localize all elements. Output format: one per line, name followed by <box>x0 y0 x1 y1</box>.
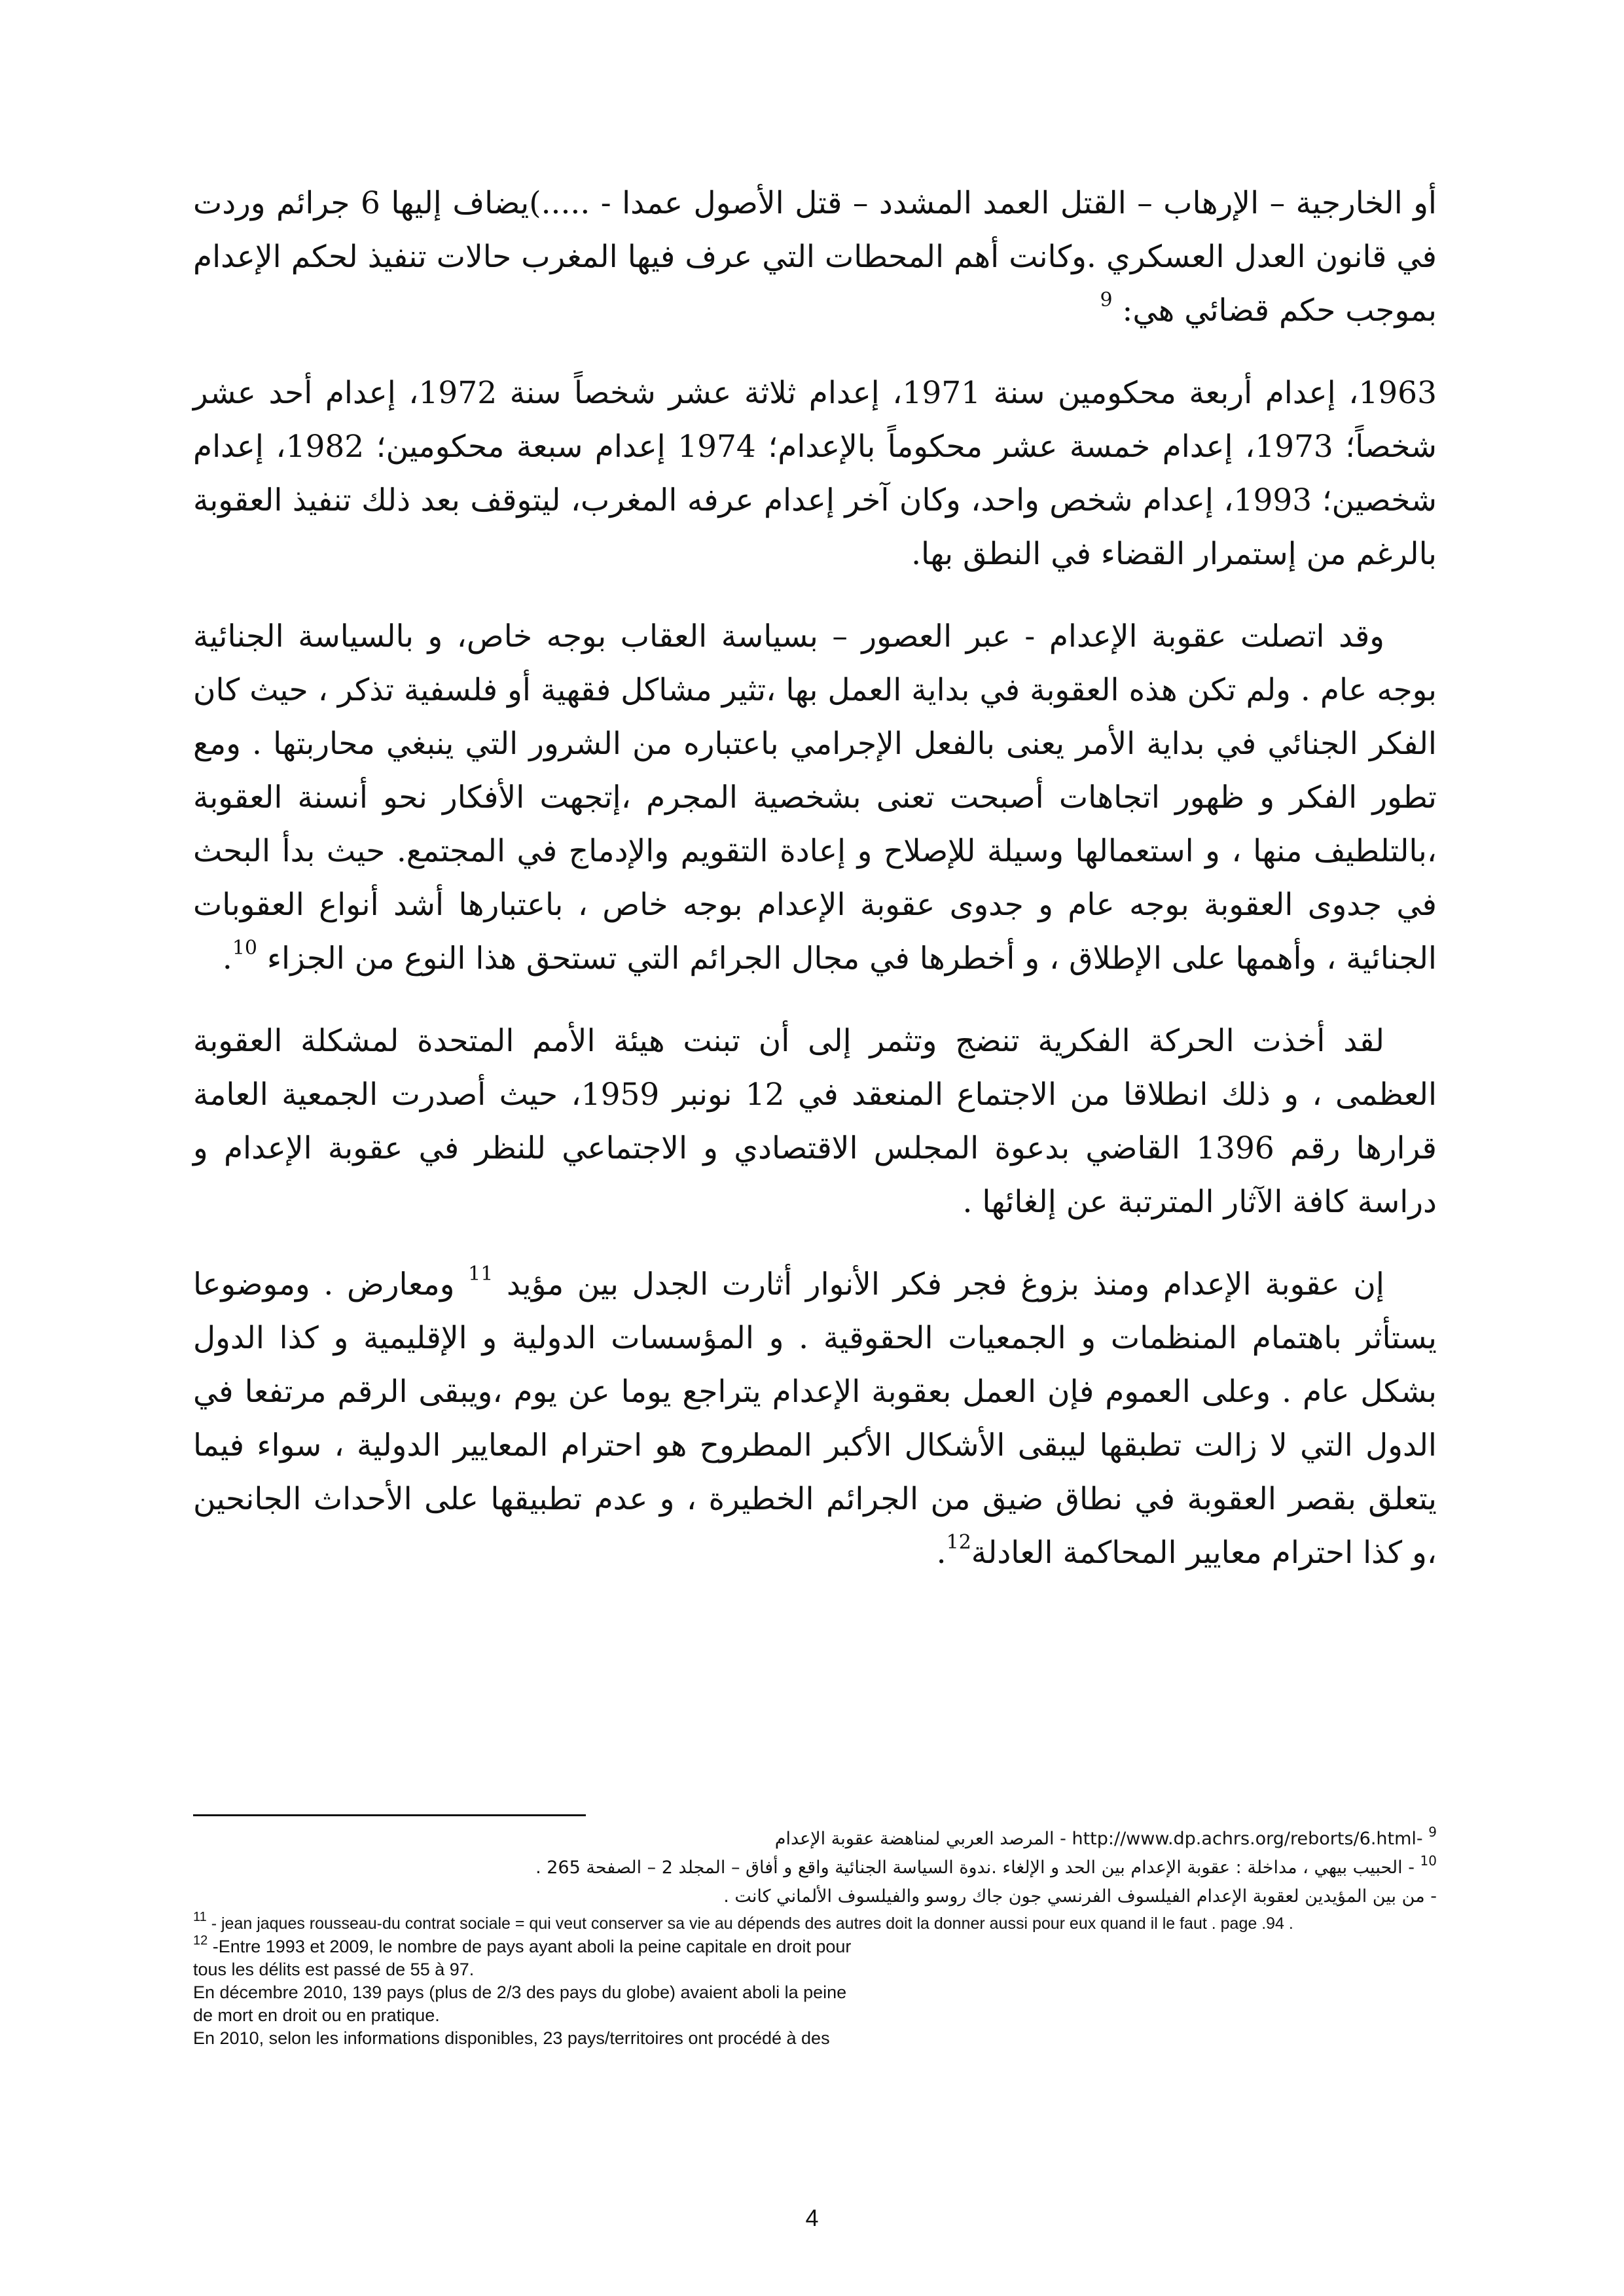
footnote-10 <box>193 1855 1437 1881</box>
footnote-12-line-3: En décembre 2010, 139 pays (plus de 2/3 des pays du globe) avaient aboli la peine <box>193 1982 847 2002</box>
footnote-12 <box>193 1935 1437 1958</box>
footnote-10-text: - الحبيب بيهي ، مداخلة : عقوبة الإعدام بين الحد و الإلغاء .ندوة السياسة الجنائية واقع و أفاق – المجلد 2 – الصفحة 265 . <box>535 1857 1415 1878</box>
body-text <box>193 177 1437 1609</box>
footnote-12-number: 12 <box>193 1933 208 1948</box>
footnote-11-text: - jean jaques rousseau-du contrat sociale = qui veut conserver sa vie au dépends des autres doit la donner aussi pour eux quand il le faut . page .94 . <box>206 1914 1293 1933</box>
paragraph-2 <box>193 367 1437 581</box>
paragraph-3-text: وقد اتصلت عقوبة الإعدام - عبر العصور – بسياسة العقاب بوجه خاص، و بالسياسة الجنائية بوجه عام . ولم تكن هذه العقوبة في بداية العمل بها ،تثير مشاكل فقهية أو فلسفية تذكر ، حيث كان الفكر الجنائي في بداية الأمر يعنى بالفعل الإجرامي باعتباره من الشرور التي ينبغي محاربتها . ومع تطور الفكر و ظهور اتجاهات أصبحت تعنى بشخصية المجرم ،إتجهت الأفكار نحو أنسنة العقوبة ،بالتلطيف منها ، و استعمالها وسيلة للإصلاح و إعادة التقويم والإدماج في المجتمع. حيث بدأ البحث في جدوى العقوبة بوجه عام و جدوى عقوبة الإعدام بوجه خاص ، باعتبارها أشد أنواع العقوبات الجنائية ، وأهمها على الإطلاق ، و أخطرها في مجال الجرائم التي تستحق هذا النوع من الجزاء <box>193 619 1437 977</box>
footnote-9-text: -http://www.dp.achrs.org/reborts/6.html - المرصد العربي لمناهضة عقوبة الإعدام <box>774 1829 1423 1849</box>
footnote-9 <box>193 1826 1437 1852</box>
footnote-11 <box>193 1912 1437 1935</box>
paragraph-5-text: إن عقوبة الإعدام ومنذ بزوغ فجر فكر الأنوار أثارت الجدل بين مؤيد <box>493 1266 1384 1302</box>
footnote-12-line-2: tous les délits est passé de 55 à 97. <box>193 1960 475 1979</box>
footnote-separator <box>193 1814 586 1816</box>
footnote-12-line-1: -Entre 1993 et 2009, le nombre de pays ayant aboli la peine capitale en droit pour <box>208 1937 852 1956</box>
footnote-ref-12[interactable]: 12 <box>946 1531 971 1554</box>
paragraph-1 <box>193 177 1437 338</box>
footnote-10-number: 10 <box>1420 1853 1437 1869</box>
paragraph-5 <box>193 1258 1437 1580</box>
footnote-9-number: 9 <box>1428 1824 1437 1840</box>
footnote-ref-11[interactable]: 11 <box>468 1263 494 1285</box>
paragraph-1-text: أو الخارجية – الإرهاب – القتل العمد المشدد – قتل الأصول عمدا - .....)يضاف إليها 6 جرائم وردت في قانون العدل العسكري .وكانت أهم المحطات التي عرف فيها المغرب حالات تنفيذ لحكم الإعدام بموجب حكم قضائي هي: <box>193 185 1437 329</box>
paragraph-5-text-2: ومعارض . وموضوعا يستأثر باهتمام المنظمات و الجمعيات الحقوقية . و المؤسسات الدولية و الإقليمية و كذا الدول بشكل عام . وعلى العموم فإن العمل بعقوبة الإعدام يتراجع يوما عن يوم ،ويبقى الرقم مرتفعا في الدول التي لا زالت تطبقها ليبقى الأشكال الأكبر المطروح هو احترام المعايير الدولية ، سواء فيما يتعلق بقصر العقوبة في نطاق ضيق من الجرائم الخطيرة ، و عدم تطبيقها على الأحداث الجانحين ،و كذا احترام معايير المحاكمة العادلة <box>193 1266 1437 1571</box>
footnote-10-continued-text: - من بين المؤيدين لعقوبة الإعدام الفيلسوف الفرنسي جون جاك روسو والفيلسوف الألماني كانت . <box>723 1886 1437 1907</box>
footnote-12-line-4: de mort en droit ou en pratique. <box>193 2005 440 2025</box>
paragraph-3 <box>193 610 1437 986</box>
footnotes <box>193 1826 1437 2050</box>
paragraph-4-text: لقد أخذت الحركة الفكرية تنضج وتثمر إلى أن تبنت هيئة الأمم المتحدة لمشكلة العقوبة العظمى ، و ذلك انطلاقا من الاجتماع المنعقد في 12 نونبر 1959، حيث أصدرت الجمعية العامة قرارها رقم 1396 القاضي بدعوة المجلس الاقتصادي و الاجتماعي للنظر في عقوبة الإعدام و دراسة كافة الآثار المترتبة عن إلغائها . <box>193 1023 1437 1220</box>
page-number: 4 <box>805 2204 819 2231</box>
paragraph-2-text: 1963، إعدام أربعة محكومين سنة 1971، إعدام ثلاثة عشر شخصاً سنة 1972، إعدام أحد عشر شخصاً؛ 1973، إعدام خمسة عشر محكوماً بالإعدام؛ 1974 إعدام سبعة محكومين؛ 1982، إعدام شخصين؛ 1993، إعدام شخص واحد، وكان آخر إعدام عرفه المغرب، ليتوقف بعد ذلك تنفيذ العقوبة بالرغم من إستمرار القضاء في النطق بها. <box>193 375 1437 572</box>
footnote-ref-9[interactable]: 9 <box>1100 289 1113 312</box>
footnote-11-number: 11 <box>193 1910 207 1924</box>
footnote-10-continued <box>193 1884 1437 1910</box>
paragraph-3-tail: . <box>222 941 232 977</box>
footnote-12-line-5: En 2010, selon les informations disponibles, 23 pays/territoires ont procédé à des <box>193 2028 830 2048</box>
paragraph-4 <box>193 1014 1437 1229</box>
footnote-ref-10[interactable]: 10 <box>232 937 258 960</box>
paragraph-5-tail: . <box>936 1535 947 1571</box>
